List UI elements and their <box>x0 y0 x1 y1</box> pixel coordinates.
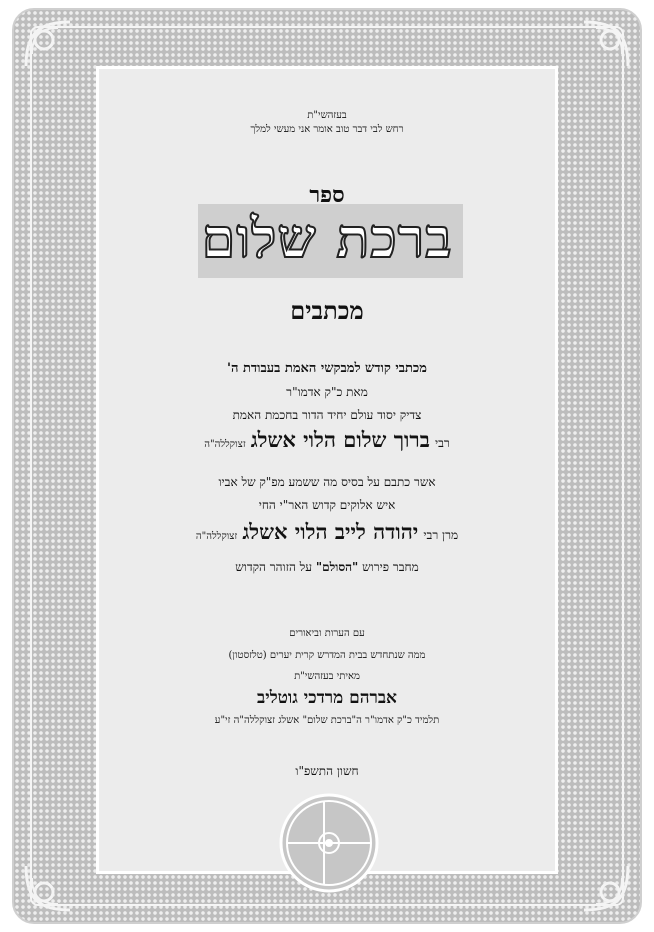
maran-suffix: זצוקללה"ה <box>195 531 238 542</box>
description-line-6: איש אלוקים קדוש האר"י החי <box>258 498 396 512</box>
description-line-2: מאת כ"ק אדמו"ר <box>286 385 368 399</box>
description-line-8 <box>0 560 654 575</box>
description-line-1: מכתבי קודש למבקשי האמת בעבודת ה' <box>227 361 427 376</box>
rabbi-name: ברוך שלום הלוי אשלג <box>250 427 430 452</box>
line8-post: על הזוהר הקדוש <box>235 560 313 574</box>
notes-line-1: עם הערות וביאורים <box>289 628 365 639</box>
book-subtitle: מכתבים <box>290 296 364 325</box>
rabbi-prefix: רבי <box>434 436 450 450</box>
notes-line-5: תלמיד כ"ק אדמו"ר ה"ברכת שלום" אשלג זצוקללה"ה זי"ע <box>214 715 440 726</box>
sefer-label: ספר <box>309 182 345 208</box>
description-line-3: צדיק יסוד עולם יחיד הדור בחכמת האמת <box>232 408 422 422</box>
notes-line-2: ממה שנתחדש בבית המדרש קרית יערים (טלזסטון) <box>228 650 426 661</box>
line8-pre: מחבר פירוש <box>362 560 419 574</box>
notes-line-3: מאיתי בעזהשי"ת <box>294 671 360 682</box>
rabbi-line <box>0 427 654 453</box>
maran-line <box>0 519 654 545</box>
maran-prefix: מרן רבי <box>423 528 459 542</box>
book-title: ברכת שלום <box>201 206 453 270</box>
description-line-5: אשר כתבם על בסיס מה ששמע מפ"ק של אביו <box>218 475 436 489</box>
publisher-emblem-icon <box>279 793 379 893</box>
maran-name: יהודה לייב הלוי אשלג <box>242 519 419 544</box>
line8-bold: "הסולם" <box>315 560 359 574</box>
motto-text: רחש לבי דבר טוב אומר אני מעשי למלך <box>250 124 404 135</box>
rabbi-suffix: זצוקללה"ה <box>204 439 246 450</box>
bsd-text: בעזהשי"ת <box>307 110 347 121</box>
publication-date: חשון התשפ"ו <box>295 764 359 778</box>
author-name: אברהם מרדכי גוטליב <box>257 688 397 708</box>
